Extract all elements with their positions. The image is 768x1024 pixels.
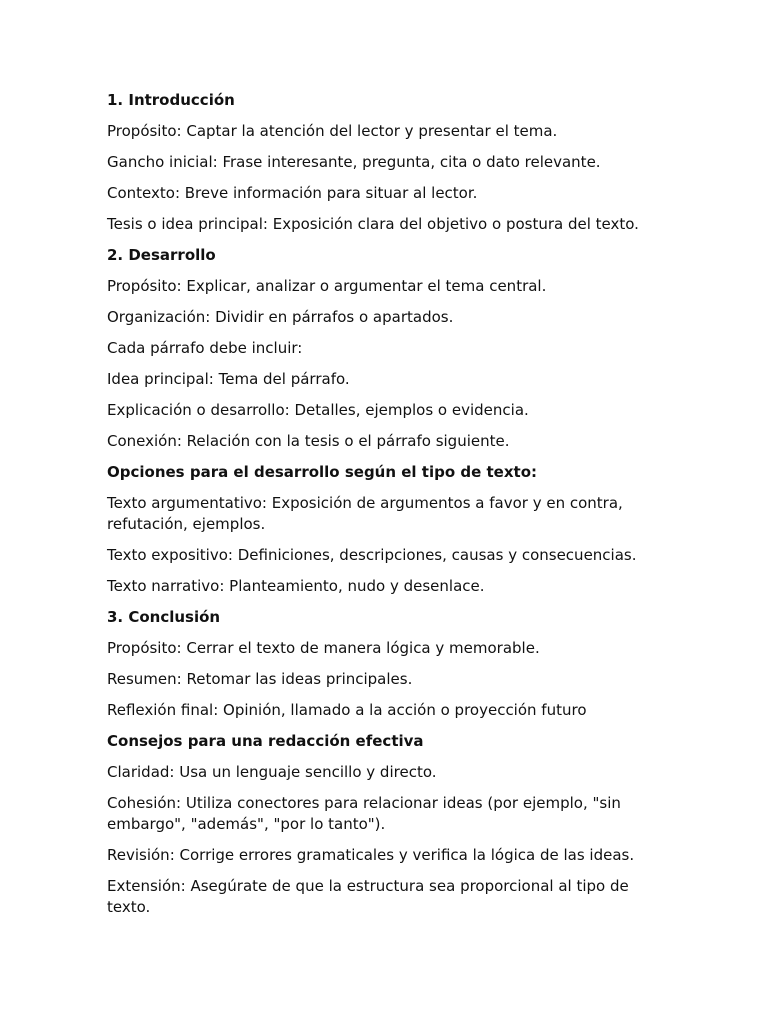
paragraph: Cada párrafo debe incluir: [107,339,303,357]
paragraph: Texto argumentativo: Exposición de argumentos a favor y en contra, refutación, ejemplos. [107,494,623,533]
paragraph: Tesis o idea principal: Exposición clara del objetivo o postura del texto. [107,215,639,233]
paragraph: Conexión: Relación con la tesis o el párrafo siguiente. [107,432,510,450]
paragraph: Reflexión final: Opinión, llamado a la acción o proyección futuro [107,701,587,719]
paragraph: Propósito: Captar la atención del lector y presentar el tema. [107,122,558,140]
paragraph: Explicación o desarrollo: Detalles, ejemplos o evidencia. [107,401,529,419]
section-heading: 1. Introducción [107,91,235,109]
paragraph: Propósito: Explicar, analizar o argumentar el tema central. [107,277,547,295]
paragraph: Gancho inicial: Frase interesante, pregunta, cita o dato relevante. [107,153,601,171]
paragraph: Extensión: Asegúrate de que la estructura sea proporcional al tipo de texto. [107,877,629,916]
section-heading: 2. Desarrollo [107,246,216,264]
document-page [107,90,667,928]
section-heading: 3. Conclusión [107,608,221,626]
paragraph: Resumen: Retomar las ideas principales. [107,670,413,688]
paragraph: Propósito: Cerrar el texto de manera lógica y memorable. [107,639,540,657]
paragraph: Texto expositivo: Definiciones, descripciones, causas y consecuencias. [107,546,637,564]
paragraph: Idea principal: Tema del párrafo. [107,370,350,388]
section-heading: Consejos para una redacción efectiva [107,732,424,750]
section-heading: Opciones para el desarrollo según el tipo de texto: [107,463,537,481]
paragraph: Organización: Dividir en párrafos o apartados. [107,308,454,326]
paragraph: Contexto: Breve información para situar al lector. [107,184,478,202]
paragraph: Revisión: Corrige errores gramaticales y verifica la lógica de las ideas. [107,846,635,864]
paragraph: Texto narrativo: Planteamiento, nudo y desenlace. [107,577,485,595]
paragraph: Cohesión: Utiliza conectores para relacionar ideas (por ejemplo, "sin embargo", "además", "por lo tanto"). [107,794,621,833]
paragraph: Claridad: Usa un lenguaje sencillo y directo. [107,763,437,781]
